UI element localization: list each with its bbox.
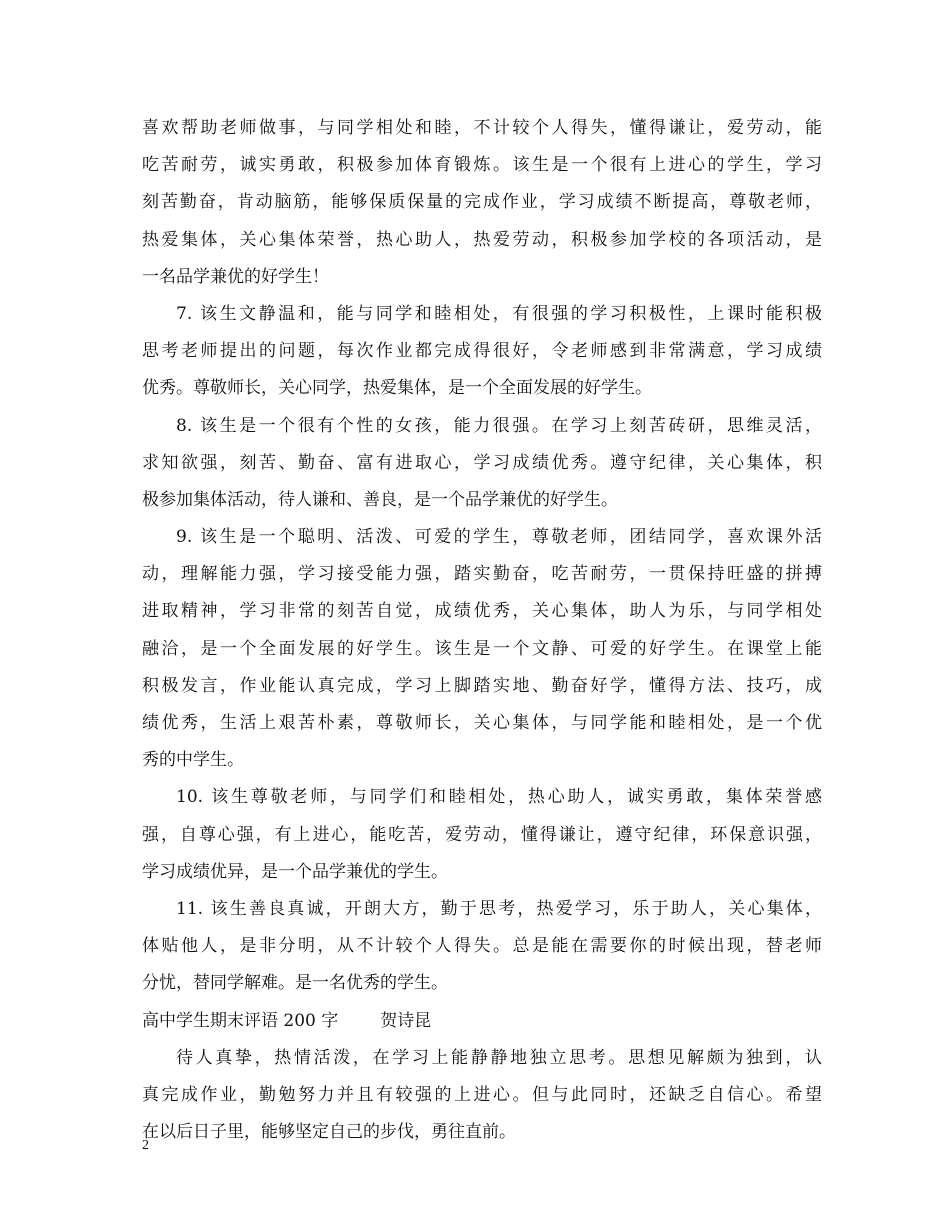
text-line: 刻苦勤奋，肯动脑筋，能够保质保量的完成作业，学习成绩不断提高，尊敬老师， <box>142 192 822 213</box>
text-line: 求知欲强，刻苦、勤奋、富有进取心，学习成绩优秀。遵守纪律，关心集体，积 <box>142 452 822 473</box>
text-line-item-7: 7. 该生文静温和，能与同学和睦相处，有很强的学习积极性，上课时能积极 <box>176 303 822 324</box>
text-line-item-11: 11. 该生善良真诚，开朗大方，勤于思考，热爱学习，乐于助人，关心集体， <box>176 898 822 919</box>
text-line: 热爱集体，关心集体荣誉，热心助人，热爱劳动，积极参加学校的各项活动，是 <box>142 229 822 250</box>
text-line: 极参加集体活动，待人谦和、善良，是一个品学兼优的好学生。 <box>142 489 618 510</box>
text-line: 吃苦耐劳，诚实勇敢，积极参加体育锻炼。该生是一个很有上进心的学生，学习 <box>142 155 822 176</box>
text-line: 真完成作业，勤勉努力并且有较强的上进心。但与此同时，还缺乏自信心。希望 <box>142 1084 822 1105</box>
text-line: 动，理解能力强，学习接受能力强，踏实勤奋，吃苦耐劳，一贯保持旺盛的拼搏 <box>142 564 822 585</box>
text-line: 融洽，是一个全面发展的好学生。该生是一个文静、可爱的好学生。在课堂上能 <box>142 638 822 659</box>
text-line: 积极发言，作业能认真完成，学习上脚踏实地、勤奋好学，懂得方法、技巧，成 <box>142 675 822 696</box>
text-line: 喜欢帮助老师做事，与同学相处和睦，不计较个人得失，懂得谦让，爱劳动，能 <box>142 118 822 138</box>
text-line: 思考老师提出的问题，每次作业都完成得很好，令老师感到非常满意，学习成绩 <box>142 341 822 362</box>
page-number: 2 <box>142 1138 149 1153</box>
text-line: 分忧，替同学解难。是一名优秀的学生。 <box>142 973 448 994</box>
text-line: 一名品学兼优的好学生！ <box>142 266 329 287</box>
section-heading-title: 高中学生期末评语 200 字 <box>142 1010 339 1031</box>
section-heading <box>142 1003 822 1040</box>
document-body <box>142 110 822 1151</box>
text-line: 进取精神，学习非常的刻苦自觉，成绩优秀，关心集体，助人为乐，与同学相处 <box>142 601 822 622</box>
text-line: 优秀。尊敬师长，关心同学，热爱集体，是一个全面发展的好学生。 <box>142 378 652 399</box>
text-line: 秀的中学生。 <box>142 750 244 771</box>
text-line: 体贴他人，是非分明，从不计较个人得失。总是能在需要你的时候出现，替老师 <box>142 936 822 957</box>
text-line: 强，自尊心强，有上进心，能吃苦，爱劳动，懂得谦让，遵守纪律，环保意识强， <box>142 824 822 845</box>
section-heading-name: 贺诗昆 <box>380 1010 432 1031</box>
text-line-item-9: 9. 该生是一个聪明、活泼、可爱的学生，尊敬老师，团结同学，喜欢课外活 <box>176 527 822 548</box>
text-line-item-10: 10. 该生尊敬老师，与同学们和睦相处，热心助人，诚实勇敢，集体荣誉感 <box>176 787 822 808</box>
text-line: 绩优秀，生活上艰苦朴素，尊敬师长，关心集体，与同学能和睦相处，是一个优 <box>142 713 822 733</box>
text-line: 待人真挚，热情活泼，在学习上能静静地独立思考。思想见解颇为独到，认 <box>176 1047 822 1068</box>
text-line: 在以后日子里，能够坚定自己的步伐，勇往直前。 <box>142 1122 516 1143</box>
text-line-item-8: 8. 该生是一个很有个性的女孩，能力很强。在学习上刻苦砖研，思维灵活， <box>176 415 822 436</box>
text-line: 学习成绩优异，是一个品学兼优的学生。 <box>142 861 448 882</box>
